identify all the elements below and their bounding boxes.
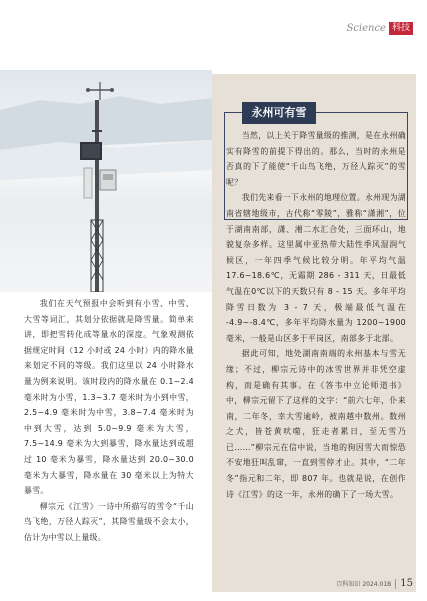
footer-divider [395, 579, 396, 589]
section-header [346, 22, 413, 35]
page-number: 15 [400, 578, 413, 589]
page-footer [336, 578, 413, 589]
left-paragraph: 我们在天气预报中会听到有小雪、中雪、大雪等词汇，其划分依据就是降雪量。简单来讲，即把雪转化成等量水的深度。气象观测依据规定时间（12 小时或 24 小时）内的降水量来划定不同的等级。我们这里以 24 小时降水量为例来说明。该时段内的降水量在 0.1~2.4 毫米时为小雪，1.3~3.7 毫米时为小到中雪，2.5~4.9 毫米时为中雪，3.8~7.4 毫米时为中到大雪，达到 5.0~9.9 毫米为大雪，7.5~14.9 毫米为大到暴雪，降水量达到或超过 10 毫米为暴雪，降水量达到 20.0~30.0 毫米为大暴雪，降水量在 30 毫米以上为特大暴雪。 [24, 299, 194, 496]
sidebar-title: 永州可有雪 [242, 102, 316, 124]
journal-info: 百科知识 2024.01B [336, 581, 392, 588]
section-label-en: Science [346, 23, 386, 34]
sidebar-paragraph: 当然，以上关于降雪量级的推测，是在永州确实有降雪的前提下得出的。那么，当时的永州是否真的下了能使“千山鸟飞绝，万径人踪灭”的雪呢？ [226, 131, 406, 187]
weather-station-photo [0, 70, 212, 292]
left-article-column [24, 296, 194, 546]
sidebar-article-column [226, 128, 406, 502]
weather-station-illustration [0, 70, 212, 292]
section-label-cn: 科技 [389, 22, 413, 35]
left-paragraph: 柳宗元《江雪》一诗中所描写的雪令“千山鸟飞绝，万径人踪灭”，其降雪量级不会太小，估计为中雪以上量级。 [24, 501, 194, 542]
sidebar-paragraph: 我们先来看一下永州的地理位置。永州现为湖南省辖地级市，古代称“零陵”，雅称“潇湘”，位于湖南南部，潇、湘二水汇合处，三面环山，地貌复杂多样。这里属中亚热带大陆性季风湿润气候区，一年四季气候比较分明。年平均气温 17.6~18.6℃，无霜期 286 - 311 天，日最低气温在0℃以下的天数只有 8 - 15 天。多年平均降雪日数为 3 - 7 天，极端最低气温在 -4.9~-8.4℃，多年平均降水量为 1200~1900 毫米，一般是山区多于平岗区，南部多于北部。 [226, 193, 406, 343]
sidebar-paragraph: 据此可知，地处湖南南端的永州基本与雪无缘；不过，柳宗元诗中的冰雪世界并非凭空虚构，而是确有其事。在《答韦中立论师道书》中，柳宗元留下了这样的文字：“前六七年，仆来南，二年冬，幸大雪逾岭，被南越中数州。数州之犬，皆苍黄吠噬，狂走者累日，至无雪乃已……”柳宗元在信中说，当地的狗因雪大而惊恐不安地狂叫乱窜，一直到雪停才止。其中，“二年冬”指元和二年，即 807 年。也就是说，在创作诗《江雪》的这一年，永州的确下了一场大雪。 [226, 349, 406, 499]
